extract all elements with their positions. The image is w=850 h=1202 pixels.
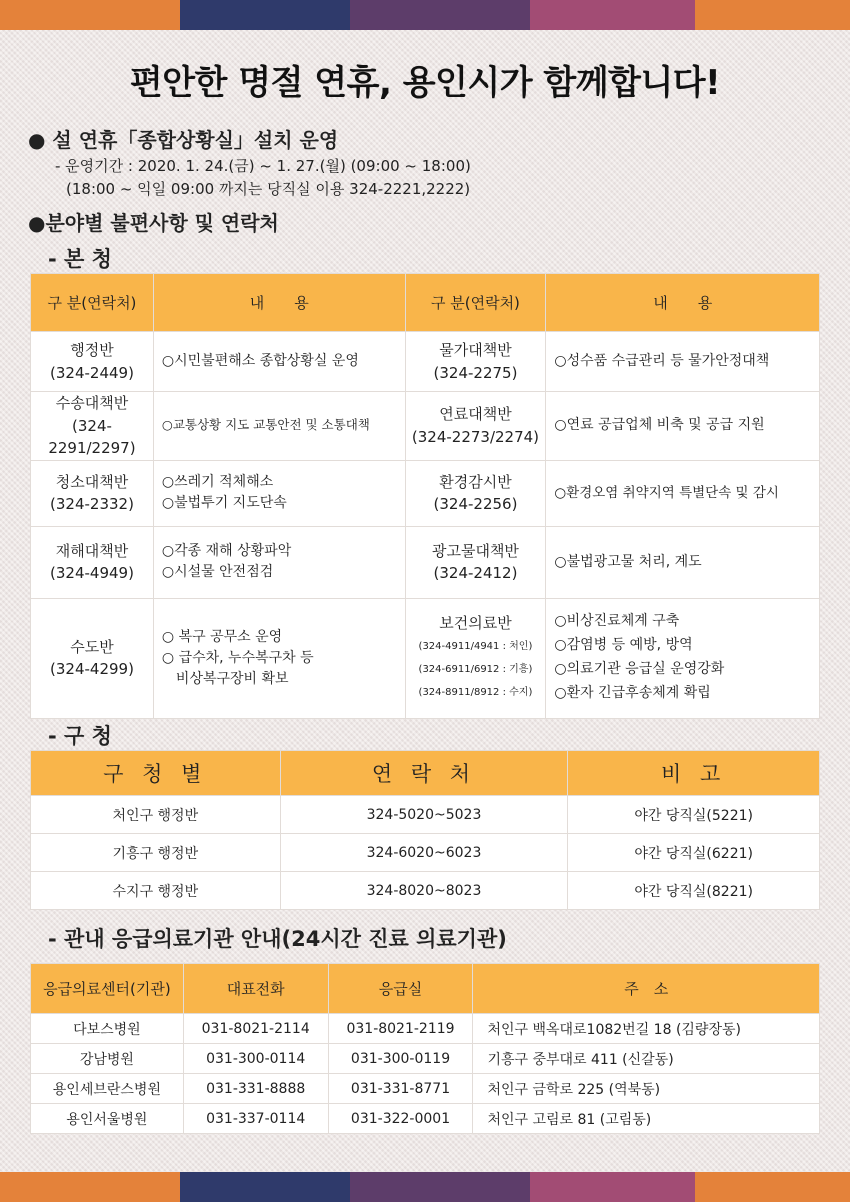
- duty-item: ○감염병 등 예방, 방역: [554, 637, 693, 654]
- district-office-table: [30, 750, 820, 910]
- column-header: 대표전화: [183, 964, 328, 1014]
- hospital-name: 용인서울병원: [31, 1104, 184, 1134]
- hospital-er-tel: 031-331-8771: [328, 1074, 473, 1104]
- emergency-hospital-table: [30, 963, 820, 1134]
- column-header: 연 락 처: [280, 751, 568, 796]
- team-name: 보건의료반: [439, 614, 512, 633]
- column-header: 내 용: [546, 274, 820, 332]
- top-color-stripe: [0, 0, 850, 30]
- hospital-address: 처인구 백옥대로1082번길 18 (김량장동): [473, 1014, 820, 1044]
- team-name: 광고물대책반: [431, 541, 519, 560]
- operation-period: - 운영기간 : 2020. 1. 24.(금) ~ 1. 27.(월) (09:00 ~ 18:00): [55, 157, 471, 175]
- table-row: [31, 872, 820, 910]
- table-row: [31, 796, 820, 834]
- table-header-row: [31, 751, 820, 796]
- bottom-color-stripe: [0, 1172, 850, 1202]
- duty-item: ○ 복구 공무소 운영: [161, 628, 283, 645]
- duty-item: ○환경오염 취약지역 특별단속 및 감시: [554, 484, 779, 501]
- column-header: 내 용: [153, 274, 405, 332]
- duty-item: ○환자 긴급후송체계 확립: [554, 684, 711, 701]
- duty-item: ○ 급수차, 누수복구차 등: [161, 649, 314, 666]
- hospital-address: 기흥구 중부대로 411 (신갈동): [473, 1044, 820, 1074]
- duty-item: ○연료 공급업체 비축 및 공급 지원: [554, 417, 765, 434]
- page-title: 편안한 명절 연휴, 용인시가 함께합니다!: [129, 63, 721, 103]
- table-row: [31, 1014, 820, 1044]
- table-header-row: [31, 964, 820, 1014]
- duty-item: 비상복구장비 확보: [175, 670, 289, 687]
- team-name: 환경감시반: [439, 472, 512, 491]
- district-tel: 324-8020~8023: [280, 872, 568, 910]
- district-tel: 324-6020~6023: [280, 834, 568, 872]
- team-name: 물가대책반: [439, 341, 512, 359]
- duty-item: ○쓰레기 적체해소: [161, 474, 274, 490]
- table-row: [31, 834, 820, 872]
- district-name: 기흥구 행정반: [31, 834, 281, 872]
- night-duty-note: (18:00 ~ 익일 09:00 까지는 당직실 이용 324-2221,2222): [66, 180, 471, 198]
- table-row: [31, 1074, 820, 1104]
- hospital-address: 처인구 고림로 81 (고림동): [473, 1104, 820, 1134]
- duty-item: ○비상진료체계 구축: [554, 613, 680, 630]
- column-header: 응급의료센터(기관): [31, 964, 184, 1014]
- column-header: 구 청 별: [31, 751, 281, 796]
- situation-room-heading: ● 설 연휴「종합상황실」설치 운영: [28, 128, 339, 152]
- hospital-er-tel: 031-300-0119: [328, 1044, 473, 1074]
- district-office-subheading: - 구 청: [48, 724, 112, 748]
- table-row: [31, 392, 820, 461]
- table-row: [31, 332, 820, 392]
- complaints-contacts-heading: ●분야별 불편사항 및 연락처: [28, 211, 279, 235]
- team-tel: (324-8911/8912 : 수지): [418, 686, 533, 698]
- hospital-name: 용인세브란스병원: [31, 1074, 184, 1104]
- hospital-main-tel: 031-8021-2114: [183, 1014, 328, 1044]
- team-name: 재해대책반: [55, 541, 129, 560]
- team-tel: (324-2412): [433, 564, 518, 582]
- team-tel: (324-2449): [50, 363, 134, 382]
- team-tel: (324-2332): [50, 495, 134, 513]
- duty-item: ○교통상황 지도 교통안전 및 소통대책: [161, 417, 370, 433]
- hospital-er-tel: 031-8021-2119: [328, 1014, 473, 1044]
- main-office-table: [30, 273, 820, 719]
- table-row: [31, 526, 820, 598]
- team-tel: (324-2273/2274): [411, 427, 540, 446]
- district-note: 야간 당직실(5221): [568, 796, 820, 834]
- column-header: 주 소: [473, 964, 820, 1014]
- column-header: 응급실: [328, 964, 473, 1014]
- table-row: [31, 1104, 820, 1134]
- duty-item: ○시민불편해소 종합상황실 운영: [161, 353, 359, 369]
- hospital-main-tel: 031-300-0114: [183, 1044, 328, 1074]
- team-tel: (324-4949): [50, 564, 134, 582]
- hospital-main-tel: 031-331-8888: [183, 1074, 328, 1104]
- hospital-name: 강남병원: [31, 1044, 184, 1074]
- duty-item: ○불법광고물 처리, 계도: [554, 553, 702, 570]
- table-header-row: [31, 274, 820, 332]
- column-header: 구 분(연락처): [31, 274, 154, 332]
- duty-item: ○의료기관 응급실 운영강화: [554, 661, 725, 677]
- duty-item: ○불법투기 지도단속: [161, 495, 287, 511]
- team-tel: (324-2275): [433, 363, 518, 382]
- hospital-address: 처인구 금학로 225 (역북동): [473, 1074, 820, 1104]
- duty-item: ○시설물 안전점검: [161, 564, 274, 580]
- district-name: 수지구 행정반: [31, 872, 281, 910]
- team-tel: (324-6911/6912 : 기흥): [418, 663, 533, 675]
- hospital-main-tel: 031-337-0114: [183, 1104, 328, 1134]
- team-name: 청소대책반: [55, 472, 129, 491]
- column-header: 구 분(연락처): [405, 274, 546, 332]
- table-row: [31, 598, 820, 718]
- duty-item: ○각종 재해 상황파악: [161, 543, 292, 559]
- emergency-subheading: - 관내 응급의료기관 안내(24시간 진료 의료기관): [48, 927, 507, 951]
- main-office-subheading: - 본 청: [48, 247, 112, 271]
- duty-item: ○성수품 수급관리 등 물가안정대책: [554, 353, 770, 369]
- district-tel: 324-5020~5023: [280, 796, 568, 834]
- hospital-name: 다보스병원: [31, 1014, 184, 1044]
- team-tel: (324-4911/4941 : 처인): [418, 640, 533, 652]
- district-note: 야간 당직실(8221): [568, 872, 820, 910]
- hospital-er-tel: 031-322-0001: [328, 1104, 473, 1134]
- column-header: 비 고: [568, 751, 820, 796]
- team-name: 수도반: [70, 637, 114, 656]
- team-tel: (324-2256): [433, 495, 518, 513]
- team-tel: (324-4299): [50, 660, 134, 678]
- team-name: 행정반: [70, 341, 114, 359]
- table-row: [31, 1044, 820, 1074]
- team-name: 수송대책반: [55, 394, 129, 412]
- team-name: 연료대책반: [439, 405, 512, 424]
- district-name: 처인구 행정반: [31, 796, 281, 834]
- district-note: 야간 당직실(6221): [568, 834, 820, 872]
- table-row: [31, 460, 820, 526]
- team-tel: (324-2291/2297): [48, 416, 136, 457]
